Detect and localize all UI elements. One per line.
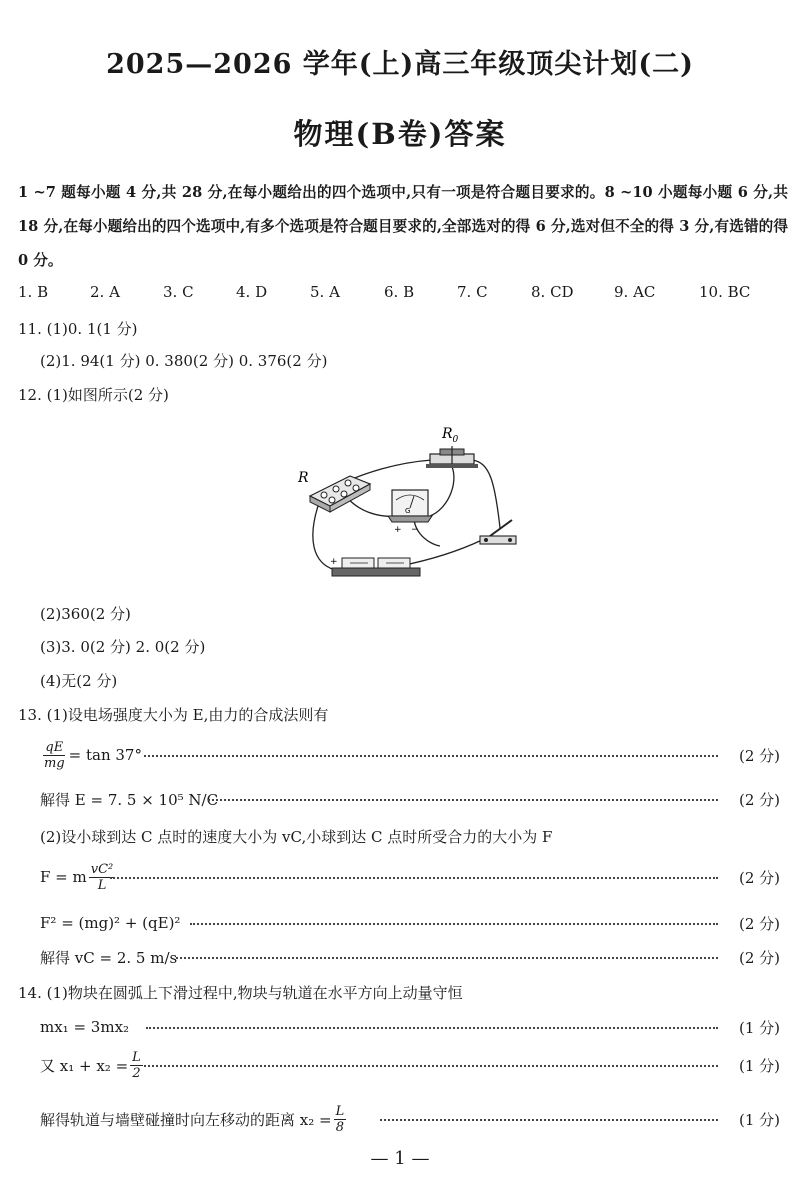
mc-answer-row (18, 283, 788, 303)
mc-answer: 8. CD (531, 283, 574, 301)
fraction-denominator: mg (44, 755, 65, 771)
leader-dots (144, 755, 718, 757)
q13-part2: (2)设小球到达 C 点时的速度大小为 vC,小球到达 C 点时所受合力的大小为 F (40, 828, 553, 846)
leader-dots (208, 799, 718, 801)
r0-label: R (442, 426, 453, 442)
galvanometer (388, 490, 432, 522)
q14-intro: 14. (1)物块在圆弧上下滑过程中,物块与轨道在水平方向上动量守恒 (18, 984, 463, 1002)
formula-text: = tan 37° (68, 746, 142, 764)
leader-dots (144, 1065, 718, 1067)
fraction (334, 1104, 347, 1135)
switch (480, 520, 516, 544)
leader-dots (190, 923, 718, 925)
q14-formula-3 (40, 1104, 780, 1134)
fraction-denominator: L (97, 877, 107, 893)
r-label: R (298, 470, 309, 486)
q13-formula-1 (40, 740, 780, 770)
mc-answer: 5. A (310, 283, 340, 301)
leader-dots (110, 877, 718, 879)
fraction-numerator: vC² (90, 861, 114, 877)
scoring-instructions: 1 ~7 题每小题 4 分,共 28 分,在每小题给出的四个选项中,只有一项是符合题目要求的。8 ~10 小题每小题 6 分,共 18 分,在每小题给出的四个选项中,有多个选项是符合题目要求的,全部选对的得 6 分,选对但不全的得 3 分,有选错的得 0 分。 (18, 184, 788, 269)
fraction-numerator: L (335, 1103, 345, 1119)
fraction-denominator: 8 (335, 1119, 345, 1135)
q13-formula-4 (40, 908, 780, 938)
battery-plus: + (330, 557, 338, 567)
resistance-box (310, 476, 370, 512)
page-title: 2025—2026 学年(上)高三年级顶尖计划(二) (106, 49, 694, 80)
mc-answer: 3. C (163, 283, 194, 301)
leader-dots (380, 1119, 718, 1121)
score: (1 分) (738, 1018, 780, 1037)
fraction-numerator: qE (45, 739, 64, 755)
galvanometer-plus: + (394, 525, 402, 535)
formula-text: 又 x₁ + x₂ = (40, 1056, 129, 1075)
fraction (130, 1050, 143, 1081)
q13-formula-2 (40, 784, 780, 814)
q13-intro: 13. (1)设电场强度大小为 E,由力的合成法则有 (18, 706, 329, 724)
fraction (42, 740, 67, 771)
page-number: — 1 — (370, 1148, 430, 1169)
q12-part2: (2)360(2 分) (40, 605, 131, 623)
galvanometer-minus: − (411, 525, 419, 535)
page-subtitle: 物理(B卷)答案 (293, 117, 507, 151)
q14-formula-2 (40, 1050, 780, 1080)
formula-text: F² = (mg)² + (qE)² (40, 914, 181, 932)
leader-dots (146, 1027, 718, 1029)
mc-answer: 4. D (236, 283, 268, 301)
score: (2 分) (738, 914, 780, 933)
score: (2 分) (738, 948, 780, 967)
q11-part2: (2)1. 94(1 分) 0. 380(2 分) 0. 376(2 分) (40, 352, 328, 370)
svg-text:R0 (441, 426, 459, 445)
formula-text: F = m (40, 868, 87, 886)
galvanometer-label: G (405, 507, 411, 515)
score: (1 分) (738, 1110, 780, 1129)
mc-answer: 7. C (457, 283, 488, 301)
circuit-diagram (290, 418, 540, 586)
mc-answer: 6. B (384, 283, 415, 301)
score: (2 分) (738, 790, 780, 809)
formula-text: mx₁ = 3mx₂ (40, 1018, 130, 1036)
formula-text: 解得 E = 7. 5 × 10⁵ N/C (40, 790, 219, 809)
mc-answer: 1. B (18, 283, 49, 301)
formula-text: 解得轨道与墙壁碰撞时向左移动的距离 x₂ = (40, 1110, 332, 1129)
mc-answer: 9. AC (614, 283, 656, 301)
q11-part1: 11. (1)0. 1(1 分) (18, 320, 138, 338)
score: (2 分) (738, 868, 780, 887)
formula-text: 解得 vC = 2. 5 m/s (40, 948, 178, 967)
q13-formula-3 (40, 862, 780, 892)
q12-part3: (3)3. 0(2 分) 2. 0(2 分) (40, 638, 206, 656)
rheostat-r0 (426, 446, 478, 468)
fraction-numerator: L (132, 1049, 141, 1065)
score: (2 分) (738, 746, 780, 765)
q12-part4: (4)无(2 分) (40, 672, 118, 690)
mc-answer: 2. A (90, 283, 120, 301)
fraction-denominator: 2 (132, 1065, 141, 1081)
q13-formula-5 (40, 942, 780, 972)
q14-formula-1 (40, 1012, 780, 1042)
score: (1 分) (738, 1056, 780, 1075)
leader-dots (176, 957, 718, 959)
q12-part1: 12. (1)如图所示(2 分) (18, 386, 169, 404)
battery-pack (332, 558, 420, 576)
mc-answer: 10. BC (699, 283, 751, 301)
r0-subscript: 0 (452, 435, 459, 445)
